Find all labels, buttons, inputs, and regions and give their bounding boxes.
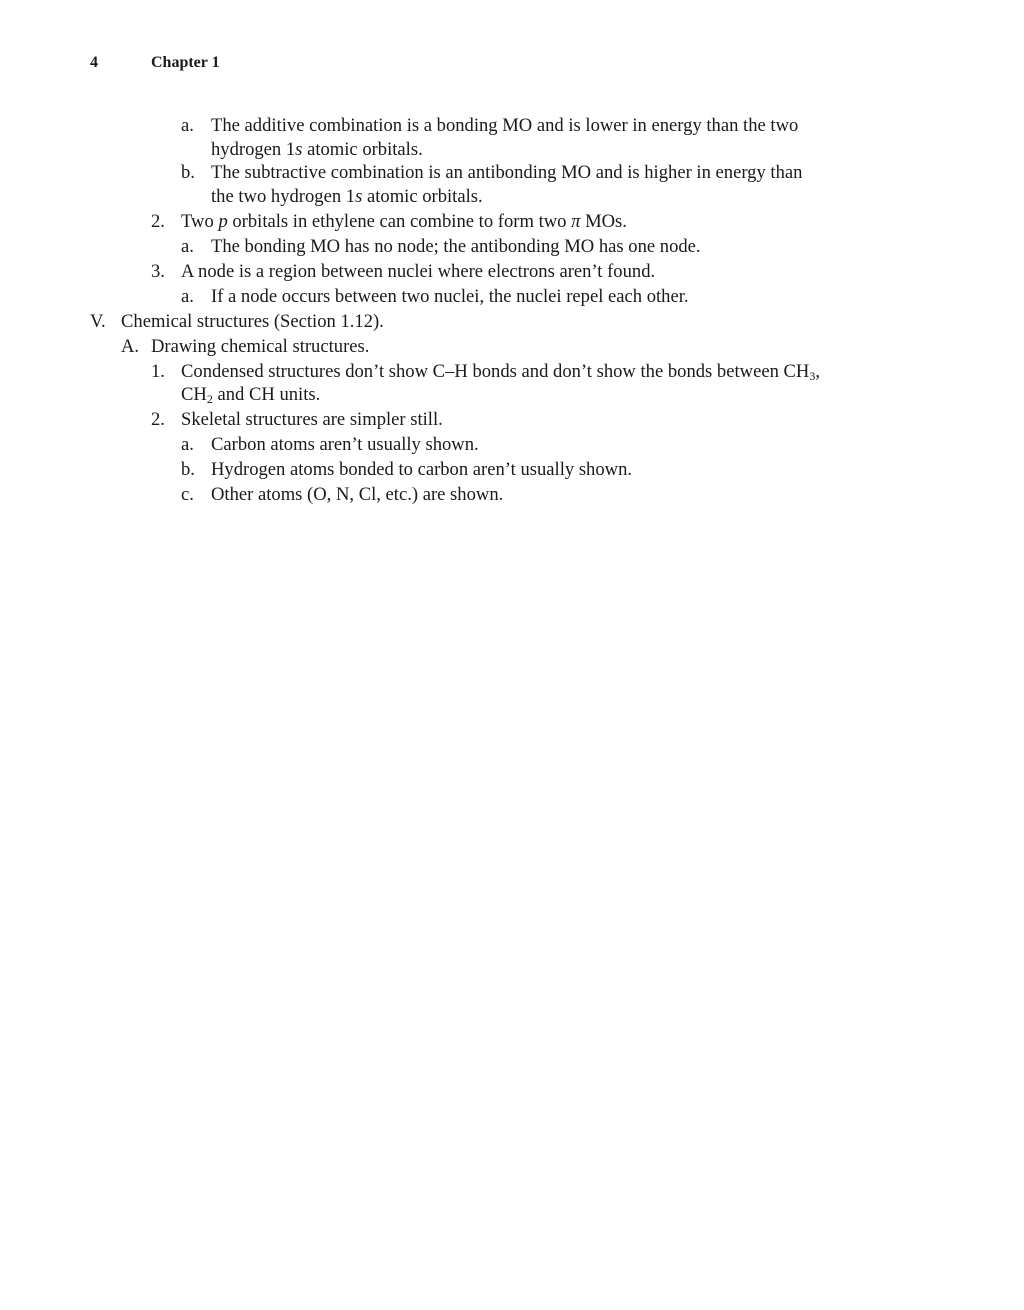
item-text: The bonding MO has no node; the antibonding MO has one node. (211, 235, 701, 257)
item-marker: a. (181, 434, 194, 455)
item-marker: 3. (151, 260, 165, 282)
outline-item (0, 335, 1024, 359)
item-marker: b. (181, 459, 195, 480)
outline-item (0, 483, 1024, 507)
outline-item (0, 433, 1024, 457)
item-text: Two p orbitals in ethylene can combine to form two π MOs. (181, 210, 627, 232)
outline-item-continuation (0, 185, 1024, 209)
outline-item (0, 458, 1024, 482)
item-text: The subtractive combination is an antibonding MO and is higher in energy than (211, 162, 803, 183)
item-marker: A. (121, 335, 140, 357)
item-marker: a. (181, 285, 194, 307)
outline-item (0, 161, 1024, 185)
item-marker: 1. (151, 360, 165, 382)
outline-item (0, 408, 1024, 432)
outline-item (0, 310, 1024, 334)
outline-item (0, 360, 1024, 384)
outline-item (0, 114, 1024, 138)
item-text: Chemical structures (Section 1.12). (121, 310, 384, 332)
item-text: Condensed structures don’t show C–H bonds and don’t show the bonds between $CH_3$, (181, 360, 821, 383)
item-text: A node is a region between nuclei where electrons aren’t found. (181, 260, 656, 282)
item-text-continued: the two hydrogen 1s atomic orbitals. (211, 185, 483, 207)
item-text: Drawing chemical structures. (151, 335, 370, 357)
outline-item-continuation (0, 138, 1024, 162)
page-number: 4 (90, 54, 98, 71)
item-text-continued: $CH_2$ and CH units. (181, 384, 321, 406)
item-marker: a. (181, 235, 194, 257)
outline-body (0, 114, 1024, 507)
chapter-title: Chapter 1 (151, 54, 220, 71)
outline-item (0, 260, 1024, 284)
item-text: Skeletal structures are simpler still. (181, 409, 443, 430)
item-marker: V. (90, 310, 106, 332)
item-text: Hydrogen atoms bonded to carbon aren’t usually shown. (211, 459, 633, 480)
item-marker: c. (181, 484, 194, 505)
item-text: If a node occurs between two nuclei, the nuclei repel each other. (211, 285, 689, 307)
outline-item (0, 285, 1024, 309)
item-marker: 2. (151, 210, 165, 232)
outline-item (0, 235, 1024, 259)
item-marker: a. (181, 115, 194, 136)
item-marker: b. (181, 162, 195, 183)
item-text: Other atoms (O, N, Cl, etc.) are shown. (211, 484, 504, 505)
outline-item (0, 210, 1024, 234)
item-marker: 2. (151, 409, 165, 430)
item-text: The additive combination is a bonding MO and is lower in energy than the two (211, 115, 799, 136)
item-text-continued: hydrogen 1s atomic orbitals. (211, 138, 423, 160)
outline-item-continuation (0, 383, 1024, 407)
item-text: Carbon atoms aren’t usually shown. (211, 434, 479, 455)
